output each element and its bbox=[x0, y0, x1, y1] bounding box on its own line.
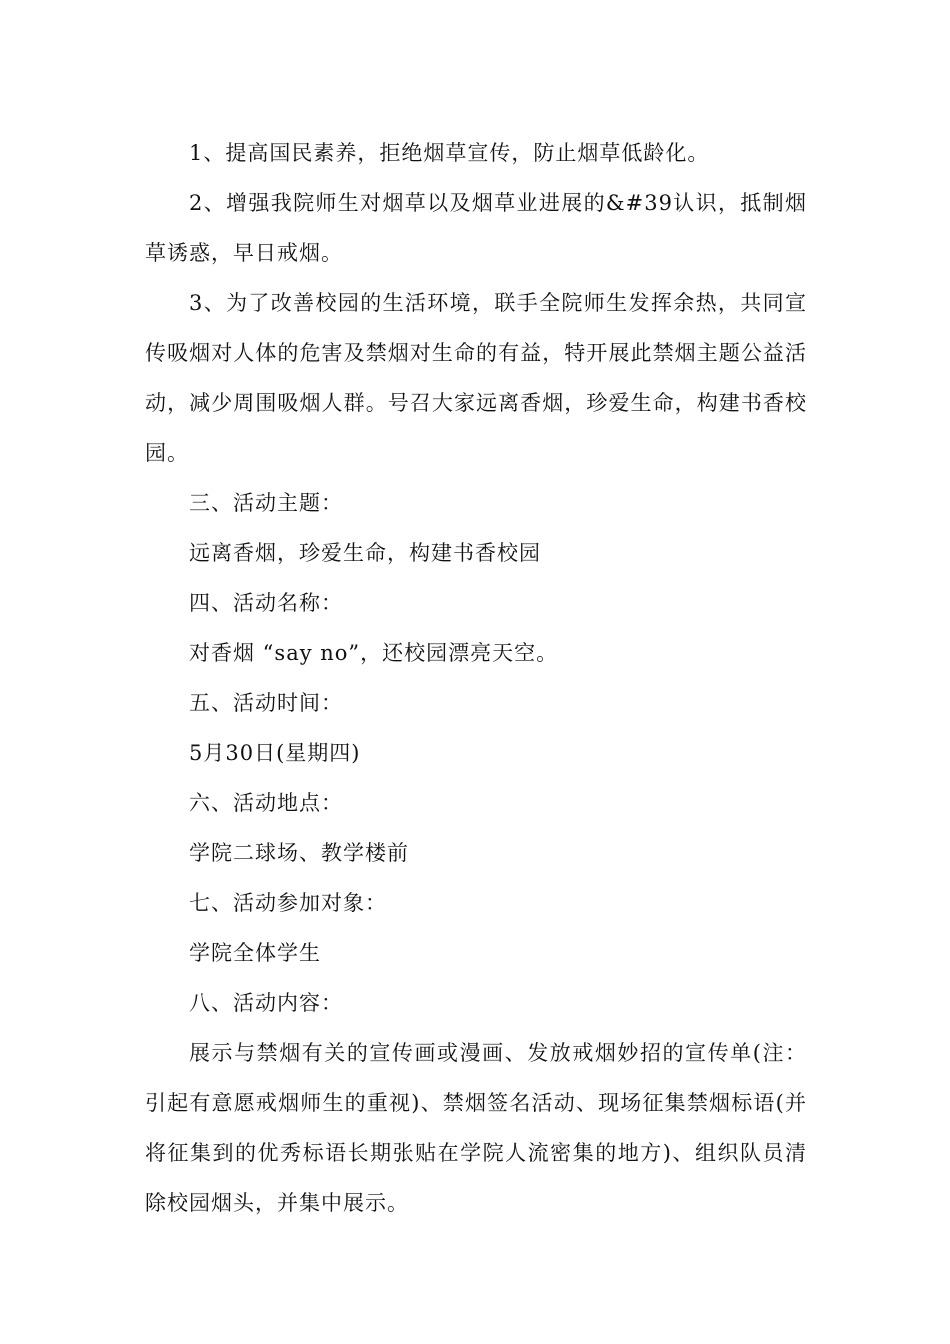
section-heading-participants: 七、活动参加对象： bbox=[189, 891, 387, 915]
section-text-content: 展示与禁烟有关的宣传画或漫画、发放戒烟妙招的宣传单(注：引起有意愿戒烟师生的重视)、禁烟签名活动、现场征集禁烟标语(并将征集到的优秀标语长期张贴在学院人流密集的地方)、组织队员清除校园烟头，并集中展示。 bbox=[145, 1041, 807, 1215]
section-text-name: 对香烟 “say no”，还校园漂亮天空。 bbox=[189, 641, 559, 665]
section-heading-content: 八、活动内容： bbox=[189, 991, 343, 1015]
section-heading-time: 五、活动时间： bbox=[189, 691, 343, 715]
paragraph-objective-3: 3、为了改善校园的生活环境，联手全院师生发挥余热，共同宣传吸烟对人体的危害及禁烟对生命的有益，特开展此禁烟主题公益活动，减少周围吸烟人群。号召大家远离香烟，珍爱生命，构建书香校园。 bbox=[145, 291, 807, 465]
section-text-theme: 远离香烟，珍爱生命，构建书香校园 bbox=[189, 541, 541, 565]
paragraph-objective-1: 1、提高国民素养，拒绝烟草宣传，防止烟草低龄化。 bbox=[189, 141, 710, 165]
document-body bbox=[145, 128, 807, 1228]
section-text-participants: 学院全体学生 bbox=[189, 941, 321, 965]
section-heading-theme: 三、活动主题： bbox=[189, 491, 343, 515]
paragraph-objective-2: 2、增强我院师生对烟草以及烟草业进展的&#39认识，抵制烟草诱惑，早日戒烟。 bbox=[145, 191, 807, 265]
section-heading-location: 六、活动地点： bbox=[189, 791, 343, 815]
section-heading-name: 四、活动名称： bbox=[189, 591, 343, 615]
section-text-time: 5月30日(星期四) bbox=[189, 741, 361, 765]
section-text-location: 学院二球场、教学楼前 bbox=[189, 841, 409, 865]
